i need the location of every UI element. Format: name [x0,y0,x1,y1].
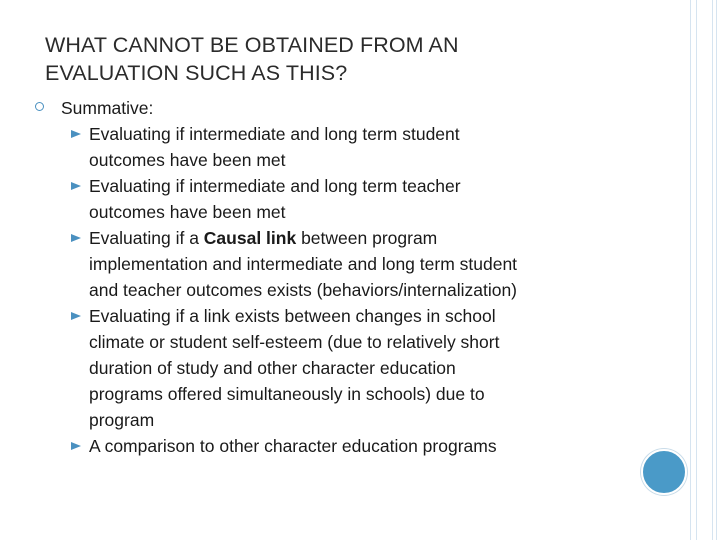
item-line: Evaluating if intermediate and long term teacher [89,176,461,196]
item-line: and teacher outcomes exists (behaviors/internalization) [89,280,517,300]
item-line: outcomes have been met [89,202,286,222]
item-text-post: between program [296,228,438,248]
slide-title [45,31,645,87]
list-item [30,121,650,173]
item-line: outcomes have been met [89,150,286,170]
item-line: Evaluating if intermediate and long term student [89,124,460,144]
arrow-bullet-icon [71,442,81,450]
item-line: duration of study and other character education [89,358,456,378]
causal-link-emphasis: Causal link [203,228,297,248]
item-line: implementation and intermediate and long term student [89,254,518,274]
item-line: programs offered simultaneously in schools) due to [89,384,485,404]
level1-item [30,95,650,121]
frame-line [696,0,697,540]
list-item [30,433,650,459]
list-item [30,225,650,303]
arrow-bullet-icon [71,312,81,320]
title-line-2: EVALUATION SUCH AS THIS? [45,61,348,85]
item-line: A comparison to other character education programs [89,436,497,456]
title-line-1: WHAT CANNOT BE OBTAINED FROM AN [45,33,459,57]
level1-label: Summative: [61,98,154,118]
arrow-bullet-icon [71,130,81,138]
circle-bullet-icon [35,102,44,111]
item-text-pre: Evaluating if a [89,228,204,248]
list-item [30,173,650,225]
frame-line [690,0,691,540]
item-line [89,225,650,251]
item-line: program [89,410,155,430]
frame-line [712,0,713,540]
list-item [30,303,650,433]
sub-bullet-list [30,121,650,459]
decorative-circle-icon [641,449,687,495]
frame-line [716,0,717,540]
item-line: climate or student self-esteem (due to relatively short [89,332,500,352]
arrow-bullet-icon [71,182,81,190]
arrow-bullet-icon [71,234,81,242]
slide-content [30,95,650,459]
item-line: Evaluating if a link exists between changes in school [89,306,496,326]
